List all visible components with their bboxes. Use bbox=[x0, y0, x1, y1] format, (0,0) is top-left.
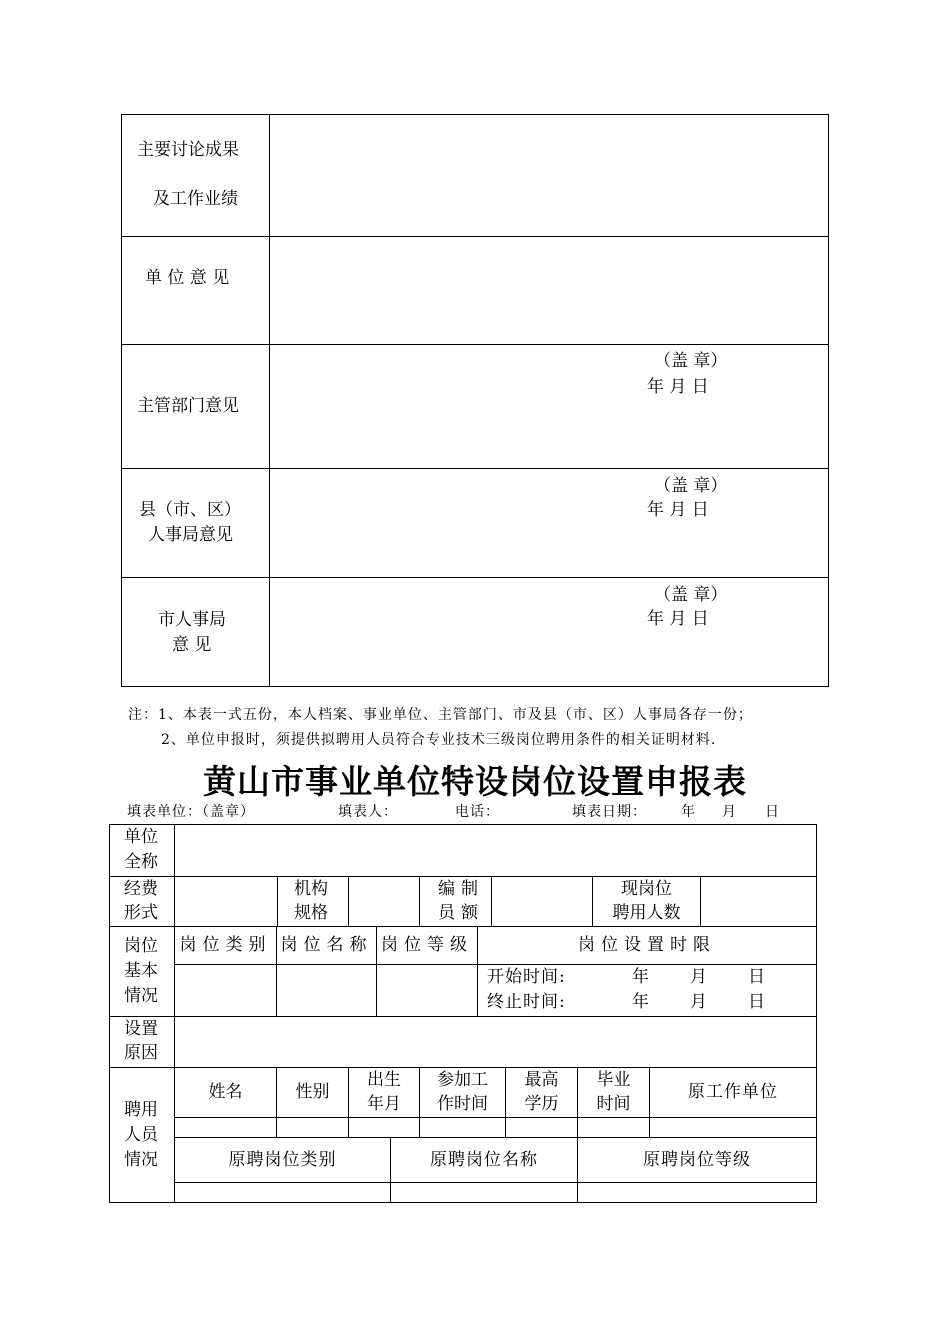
achievements-label-line1: 主要讨论成果 bbox=[137, 140, 239, 160]
start-month: 月 bbox=[690, 967, 707, 987]
hire-gender-header: 性别 bbox=[295, 1082, 330, 1102]
post-name-field[interactable] bbox=[277, 965, 376, 1016]
note-line-2: 2、单位申报时，须提供拟聘用人员符合专业技术三级岗位聘用条件的相关证明材料. bbox=[161, 732, 717, 748]
fill-phone: 电话： bbox=[455, 804, 500, 820]
hire-info-label-1: 聘用 bbox=[124, 1100, 158, 1120]
orig-post-category-field[interactable] bbox=[175, 1183, 390, 1202]
reason-label-2: 原因 bbox=[124, 1043, 158, 1063]
org-spec-label-1: 机构 bbox=[294, 879, 328, 899]
funding-field[interactable] bbox=[175, 877, 277, 926]
unit-name-label-1: 单位 bbox=[124, 827, 158, 847]
post-level-field[interactable] bbox=[377, 965, 477, 1016]
staffing-label-2: 员额 bbox=[438, 903, 484, 923]
end-time-label: 终止时间: bbox=[487, 992, 566, 1012]
hire-grad-field[interactable] bbox=[578, 1118, 649, 1137]
city-opinion-field[interactable] bbox=[270, 578, 828, 686]
post-basic-label-3: 情况 bbox=[124, 986, 158, 1006]
fill-unit: 填表单位：（盖章） bbox=[127, 804, 255, 820]
hire-info-label-2: 人员 bbox=[124, 1125, 158, 1145]
fill-date: 填表日期： bbox=[572, 804, 647, 820]
city-opinion-label-line2: 意 见 bbox=[172, 635, 212, 655]
fill-date-year: 年 bbox=[681, 804, 696, 820]
hire-birth-field[interactable] bbox=[349, 1118, 419, 1137]
hire-orig-unit-header: 原工作单位 bbox=[688, 1082, 778, 1102]
staffing-label-1: 编制 bbox=[438, 879, 484, 899]
reason-label-1: 设置 bbox=[124, 1019, 158, 1039]
post-period-header: 岗位设置时限 bbox=[578, 935, 716, 955]
dept-opinion-field[interactable] bbox=[270, 345, 828, 468]
hire-edu-header-2: 学历 bbox=[524, 1094, 559, 1114]
hire-orig-unit-field[interactable] bbox=[650, 1118, 816, 1137]
staffing-field[interactable] bbox=[492, 877, 592, 926]
org-spec-label-2: 规格 bbox=[294, 903, 328, 923]
orig-post-level-header: 原聘岗位等级 bbox=[643, 1150, 751, 1170]
dept-date-text: 年 月 日 bbox=[647, 377, 709, 397]
post-basic-label-1: 岗位 bbox=[124, 936, 158, 956]
hire-workstart-field[interactable] bbox=[420, 1118, 505, 1137]
city-opinion-label-line1: 市人事局 bbox=[158, 610, 226, 630]
hire-birth-header-2: 年月 bbox=[367, 1094, 401, 1114]
post-category-field[interactable] bbox=[175, 965, 276, 1016]
current-staff-label-2: 聘用人数 bbox=[612, 903, 681, 923]
orig-post-category-header: 原聘岗位类别 bbox=[228, 1150, 337, 1170]
city-date-text: 年 月 日 bbox=[647, 609, 709, 629]
hire-info-label-3: 情况 bbox=[124, 1150, 158, 1170]
orig-post-name-field[interactable] bbox=[391, 1183, 577, 1202]
orig-post-level-field[interactable] bbox=[578, 1183, 816, 1202]
county-opinion-label-line1: 县（市、区） bbox=[139, 500, 241, 520]
county-opinion-label-line2: 人事局意见 bbox=[148, 525, 233, 545]
achievements-label-line2: 及工作业绩 bbox=[153, 189, 238, 209]
hire-birth-header-1: 出生 bbox=[367, 1070, 401, 1090]
fill-date-day: 日 bbox=[765, 804, 780, 820]
post-level-header: 岗位等级 bbox=[381, 935, 473, 955]
dept-seal-text: （盖 章） bbox=[654, 351, 728, 371]
unit-name-field[interactable] bbox=[175, 825, 816, 876]
hire-name-header: 姓名 bbox=[208, 1082, 243, 1102]
unit-name-label-2: 全称 bbox=[124, 852, 158, 872]
post-name-header: 岗位名称 bbox=[280, 935, 373, 955]
funding-label-2: 形式 bbox=[124, 903, 158, 923]
hire-workstart-header-1: 参加工 bbox=[437, 1070, 488, 1090]
end-month: 月 bbox=[690, 992, 707, 1012]
funding-label-1: 经费 bbox=[124, 879, 158, 899]
start-day: 日 bbox=[748, 967, 765, 987]
unit-opinion-field[interactable] bbox=[270, 237, 828, 344]
county-opinion-field[interactable] bbox=[270, 469, 828, 577]
hire-edu-header-1: 最高 bbox=[524, 1070, 559, 1090]
unit-opinion-label: 单 位 意 见 bbox=[145, 268, 230, 288]
post-basic-label-2: 基本 bbox=[124, 961, 158, 981]
hire-workstart-header-2: 作时间 bbox=[437, 1094, 488, 1114]
fill-date-month: 月 bbox=[722, 804, 737, 820]
city-seal-text: （盖 章） bbox=[654, 585, 728, 605]
post-category-header: 岗位类别 bbox=[179, 935, 272, 955]
org-spec-field[interactable] bbox=[349, 877, 419, 926]
county-date-text: 年 月 日 bbox=[647, 500, 709, 520]
current-staff-field[interactable] bbox=[701, 877, 816, 926]
dept-opinion-label: 主管部门意见 bbox=[137, 396, 239, 416]
note-line-1: 注：1、本表一式五份，本人档案、事业单位、主管部门、市及县（市、区）人事局各存一份； bbox=[128, 707, 753, 723]
start-time-label: 开始时间: bbox=[487, 967, 566, 987]
hire-grad-header-2: 时间 bbox=[596, 1094, 631, 1114]
end-day: 日 bbox=[748, 992, 765, 1012]
achievements-field[interactable] bbox=[270, 115, 828, 236]
county-seal-text: （盖 章） bbox=[654, 476, 728, 496]
hire-gender-field[interactable] bbox=[277, 1118, 348, 1137]
hire-edu-field[interactable] bbox=[506, 1118, 577, 1137]
reason-field[interactable] bbox=[175, 1017, 816, 1067]
fill-person: 填表人： bbox=[338, 804, 398, 820]
start-year: 年 bbox=[632, 967, 649, 987]
hire-grad-header-1: 毕业 bbox=[596, 1070, 631, 1090]
form-title: 黄山市事业单位特设岗位设置申报表 bbox=[203, 762, 747, 801]
orig-post-name-header: 原聘岗位名称 bbox=[430, 1150, 538, 1170]
current-staff-label-1: 现岗位 bbox=[621, 879, 672, 899]
end-year: 年 bbox=[632, 992, 649, 1012]
hire-name-field[interactable] bbox=[175, 1118, 276, 1137]
